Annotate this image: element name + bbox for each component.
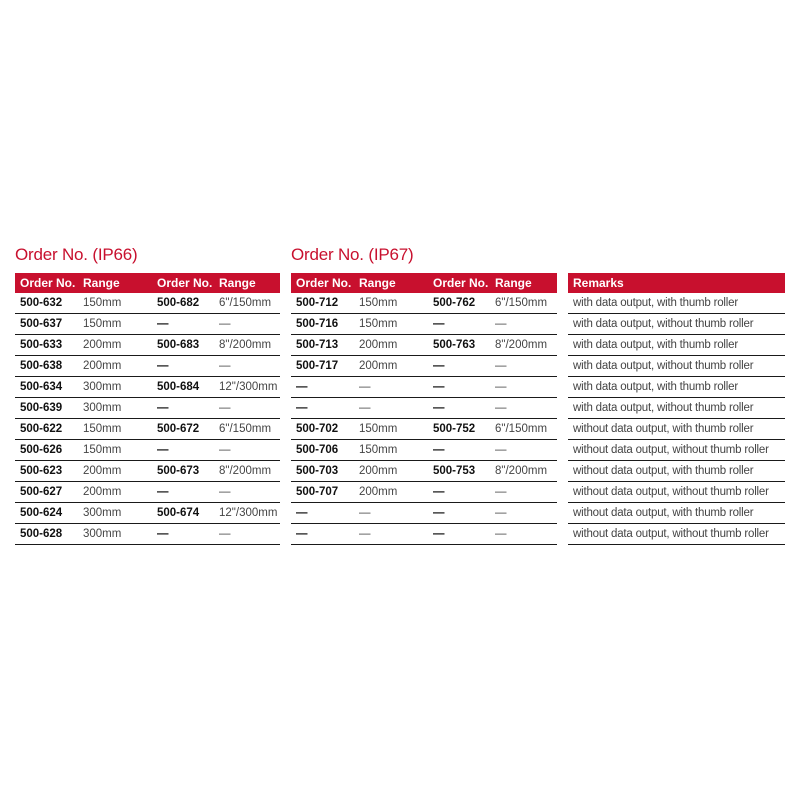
order-no-cell: 500-634 xyxy=(15,377,78,398)
range-cell: 6"/150mm xyxy=(490,419,557,440)
order-no-cell: — xyxy=(291,503,354,524)
order-no-cell: 500-684 xyxy=(152,377,214,398)
table-row xyxy=(15,377,280,398)
range-cell: 150mm xyxy=(354,419,428,440)
range-cell: 300mm xyxy=(78,503,152,524)
range-cell: 200mm xyxy=(354,356,428,377)
order-no-cell: — xyxy=(291,524,354,545)
remark-cell: without data output, without thumb roller xyxy=(568,440,785,461)
order-no-cell: 500-763 xyxy=(428,335,490,356)
table-header-row xyxy=(291,273,557,293)
header-order-no: Order No. xyxy=(152,273,214,293)
range-cell: 12"/300mm xyxy=(214,503,280,524)
order-no-cell: 500-633 xyxy=(15,335,78,356)
remark-cell: without data output, without thumb roller xyxy=(568,482,785,503)
table-row xyxy=(291,419,557,440)
table-row xyxy=(15,398,280,419)
range-cell: 150mm xyxy=(354,293,428,314)
table-row xyxy=(291,440,557,461)
table-row xyxy=(291,398,557,419)
range-cell: 200mm xyxy=(78,482,152,503)
table-row xyxy=(15,461,280,482)
table-row xyxy=(568,440,785,461)
range-cell: — xyxy=(214,398,280,419)
range-cell: 8"/200mm xyxy=(214,335,280,356)
range-cell: — xyxy=(354,377,428,398)
table-row xyxy=(568,377,785,398)
remark-cell: with data output, without thumb roller xyxy=(568,314,785,335)
table-row xyxy=(15,524,280,545)
order-no-cell: 500-674 xyxy=(152,503,214,524)
table-row xyxy=(291,482,557,503)
range-cell: — xyxy=(490,524,557,545)
table-row xyxy=(568,335,785,356)
range-cell: 200mm xyxy=(78,356,152,377)
table-row xyxy=(15,293,280,314)
table-header-row xyxy=(568,273,785,293)
range-cell: 150mm xyxy=(78,293,152,314)
range-cell: — xyxy=(354,503,428,524)
order-no-cell: 500-632 xyxy=(15,293,78,314)
range-cell: 6"/150mm xyxy=(214,293,280,314)
order-no-cell: — xyxy=(428,314,490,335)
order-no-cell: 500-628 xyxy=(15,524,78,545)
order-no-cell: 500-703 xyxy=(291,461,354,482)
remark-cell: without data output, with thumb roller xyxy=(568,503,785,524)
order-no-cell: 500-762 xyxy=(428,293,490,314)
table-row xyxy=(568,461,785,482)
table-row xyxy=(291,335,557,356)
table-header-row xyxy=(15,273,280,293)
range-cell: 300mm xyxy=(78,377,152,398)
header-order-no: Order No. xyxy=(428,273,490,293)
order-no-cell: — xyxy=(428,398,490,419)
order-no-cell: 500-702 xyxy=(291,419,354,440)
table-row xyxy=(568,356,785,377)
table-row xyxy=(291,503,557,524)
range-cell: 6"/150mm xyxy=(490,293,557,314)
range-cell: 300mm xyxy=(78,398,152,419)
table-row xyxy=(15,482,280,503)
header-range: Range xyxy=(354,273,428,293)
remark-cell: with data output, with thumb roller xyxy=(568,293,785,314)
range-cell: 200mm xyxy=(354,482,428,503)
range-cell: — xyxy=(214,356,280,377)
ip66-section-title: Order No. (IP66) xyxy=(15,245,138,264)
table-row xyxy=(568,314,785,335)
remark-cell: without data output, without thumb roller xyxy=(568,524,785,545)
table-row xyxy=(291,524,557,545)
header-order-no: Order No. xyxy=(15,273,78,293)
range-cell: — xyxy=(490,440,557,461)
range-cell: — xyxy=(354,524,428,545)
order-no-cell: — xyxy=(428,440,490,461)
order-no-cell: — xyxy=(152,398,214,419)
range-cell: — xyxy=(490,503,557,524)
range-cell: 200mm xyxy=(354,335,428,356)
order-no-cell: 500-712 xyxy=(291,293,354,314)
table-row xyxy=(568,524,785,545)
remark-cell: with data output, with thumb roller xyxy=(568,377,785,398)
order-no-cell: 500-624 xyxy=(15,503,78,524)
table-row xyxy=(15,356,280,377)
order-no-cell: 500-716 xyxy=(291,314,354,335)
range-cell: 300mm xyxy=(78,524,152,545)
range-cell: — xyxy=(214,440,280,461)
range-cell: — xyxy=(214,524,280,545)
table-row xyxy=(291,356,557,377)
header-range: Range xyxy=(490,273,557,293)
ip67-order-table xyxy=(291,273,557,545)
table-row xyxy=(15,419,280,440)
order-no-cell: 500-637 xyxy=(15,314,78,335)
order-no-cell: 500-706 xyxy=(291,440,354,461)
order-no-cell: — xyxy=(291,377,354,398)
remark-cell: without data output, with thumb roller xyxy=(568,461,785,482)
range-cell: 200mm xyxy=(78,335,152,356)
order-no-cell: 500-713 xyxy=(291,335,354,356)
order-no-cell: 500-752 xyxy=(428,419,490,440)
table-row xyxy=(15,440,280,461)
order-no-cell: 500-622 xyxy=(15,419,78,440)
header-order-no: Order No. xyxy=(291,273,354,293)
table-row xyxy=(15,503,280,524)
range-cell: 150mm xyxy=(78,314,152,335)
order-no-cell: — xyxy=(428,356,490,377)
order-no-cell: 500-683 xyxy=(152,335,214,356)
header-range: Range xyxy=(78,273,152,293)
table-row xyxy=(291,461,557,482)
range-cell: — xyxy=(490,356,557,377)
remark-cell: without data output, with thumb roller xyxy=(568,419,785,440)
range-cell: 150mm xyxy=(78,440,152,461)
range-cell: 150mm xyxy=(354,440,428,461)
order-no-cell: 500-753 xyxy=(428,461,490,482)
range-cell: — xyxy=(490,398,557,419)
table-row xyxy=(568,293,785,314)
order-no-cell: 500-627 xyxy=(15,482,78,503)
order-no-cell: 500-717 xyxy=(291,356,354,377)
range-cell: — xyxy=(490,377,557,398)
table-row xyxy=(568,419,785,440)
range-cell: 150mm xyxy=(78,419,152,440)
order-no-cell: — xyxy=(152,440,214,461)
range-cell: — xyxy=(214,314,280,335)
range-cell: 200mm xyxy=(354,461,428,482)
order-no-cell: 500-672 xyxy=(152,419,214,440)
range-cell: — xyxy=(354,398,428,419)
order-no-cell: 500-707 xyxy=(291,482,354,503)
ip66-order-table xyxy=(15,273,280,545)
order-no-cell: — xyxy=(428,503,490,524)
order-no-cell: — xyxy=(428,524,490,545)
range-cell: 6"/150mm xyxy=(214,419,280,440)
range-cell: 8"/200mm xyxy=(214,461,280,482)
table-row xyxy=(568,503,785,524)
order-no-cell: — xyxy=(428,377,490,398)
remark-cell: with data output, with thumb roller xyxy=(568,335,785,356)
order-no-cell: 500-682 xyxy=(152,293,214,314)
table-row xyxy=(568,398,785,419)
range-cell: — xyxy=(490,314,557,335)
remarks-table xyxy=(568,273,785,545)
range-cell: 150mm xyxy=(354,314,428,335)
table-row xyxy=(291,377,557,398)
header-remarks: Remarks xyxy=(568,273,785,293)
range-cell: — xyxy=(214,482,280,503)
order-no-cell: 500-626 xyxy=(15,440,78,461)
order-no-cell: — xyxy=(428,482,490,503)
order-no-cell: 500-673 xyxy=(152,461,214,482)
table-row xyxy=(291,314,557,335)
range-cell: 8"/200mm xyxy=(490,461,557,482)
order-no-cell: — xyxy=(152,524,214,545)
order-no-cell: 500-623 xyxy=(15,461,78,482)
range-cell: 8"/200mm xyxy=(490,335,557,356)
remark-cell: with data output, without thumb roller xyxy=(568,356,785,377)
order-no-cell: — xyxy=(291,398,354,419)
range-cell: 12"/300mm xyxy=(214,377,280,398)
table-row xyxy=(15,335,280,356)
ip67-section-title: Order No. (IP67) xyxy=(291,245,414,264)
range-cell: — xyxy=(490,482,557,503)
order-no-cell: 500-639 xyxy=(15,398,78,419)
order-no-cell: — xyxy=(152,314,214,335)
remark-cell: with data output, without thumb roller xyxy=(568,398,785,419)
table-row xyxy=(568,482,785,503)
order-no-cell: — xyxy=(152,482,214,503)
header-range: Range xyxy=(214,273,280,293)
table-row xyxy=(291,293,557,314)
table-row xyxy=(15,314,280,335)
range-cell: 200mm xyxy=(78,461,152,482)
order-no-cell: 500-638 xyxy=(15,356,78,377)
order-no-cell: — xyxy=(152,356,214,377)
